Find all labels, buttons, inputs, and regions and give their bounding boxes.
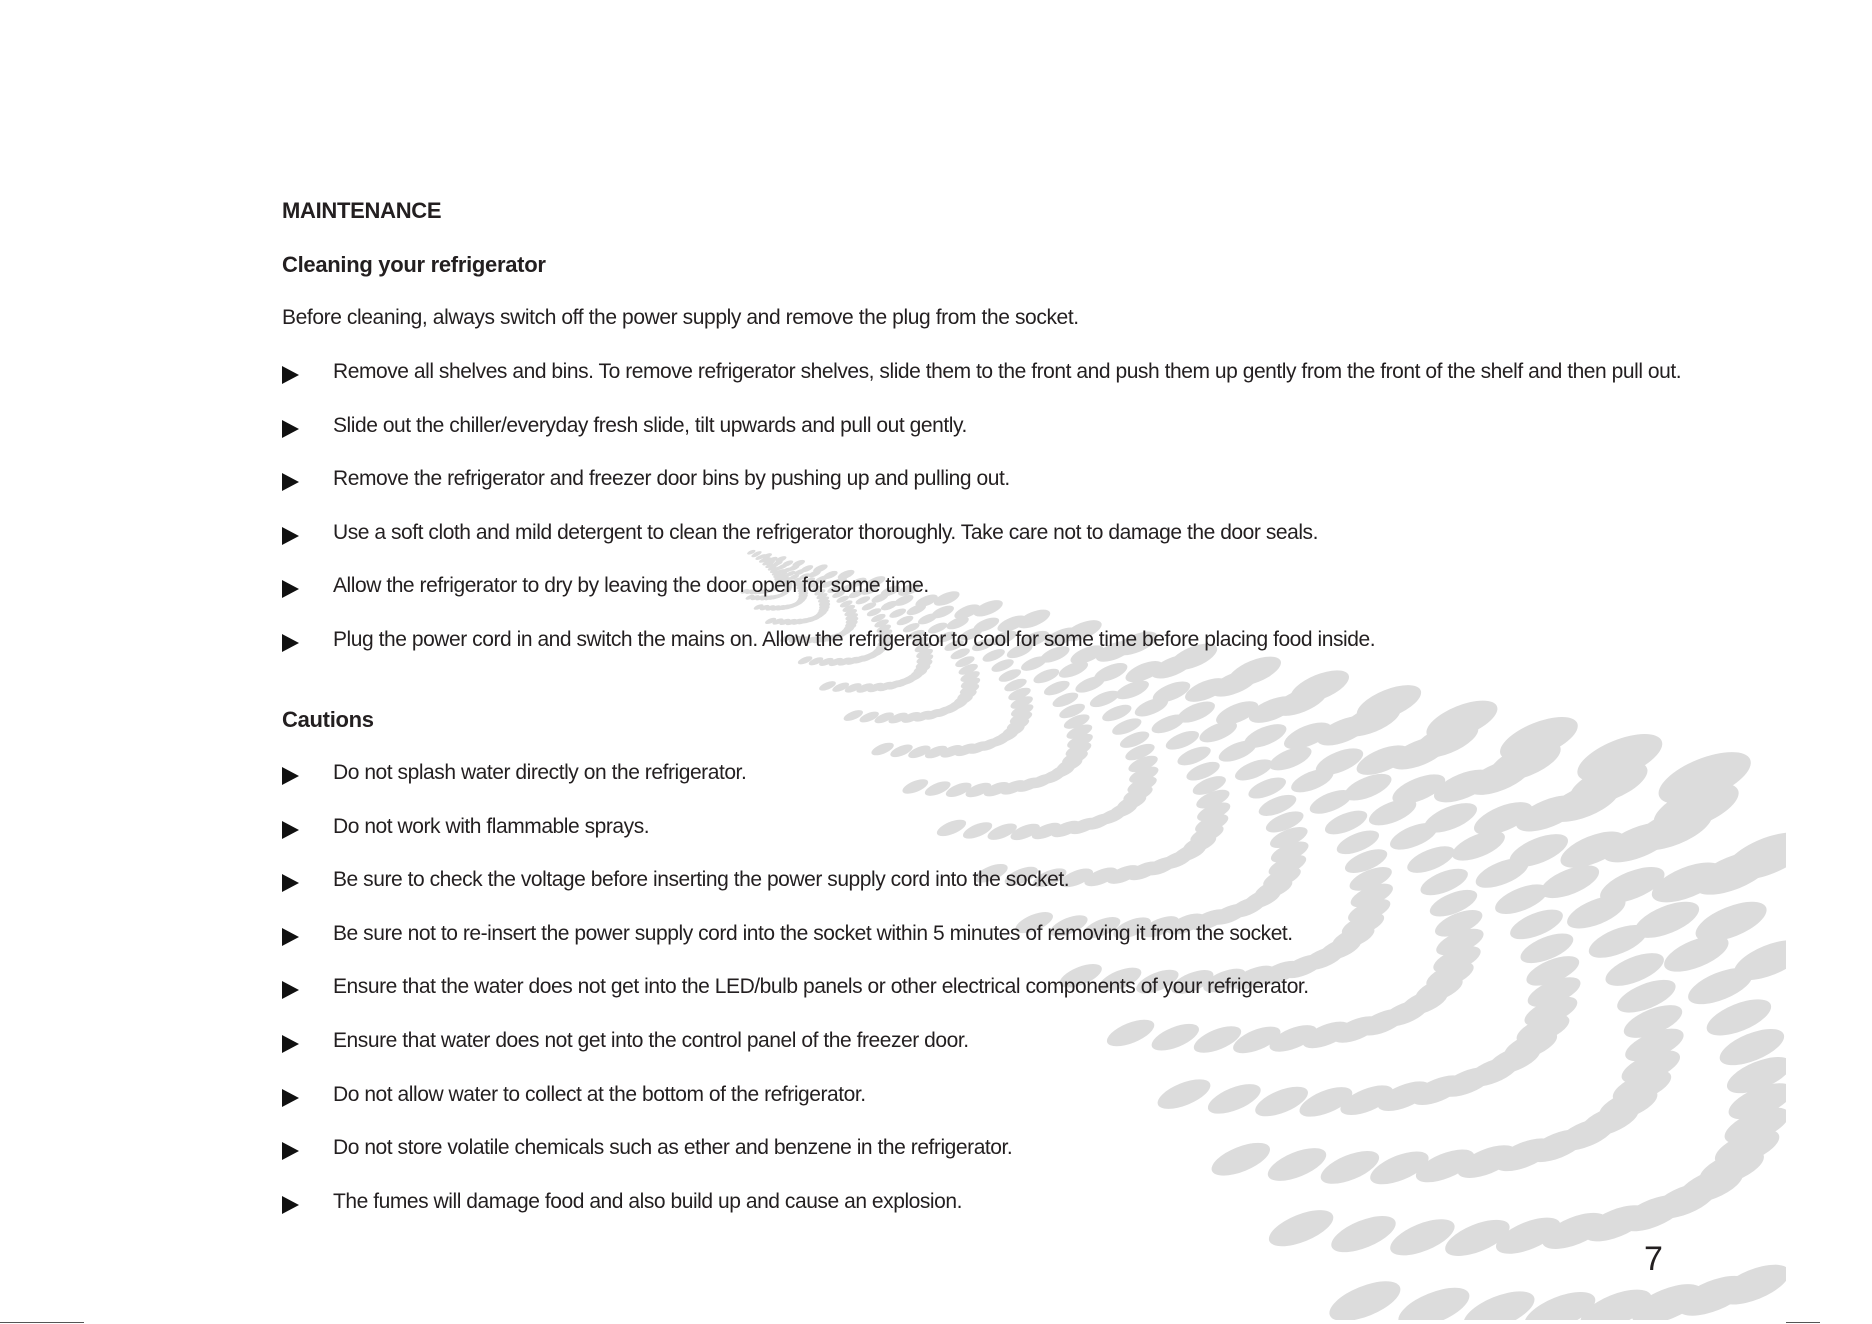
pattern-dot — [1296, 1081, 1356, 1123]
page-title: MAINTENANCE — [282, 198, 442, 223]
caution-list-item-text: Ensure that the water does not get into the LED/bulb panels or other electrical components of your refrigerator. — [333, 975, 1309, 999]
pattern-dot — [1366, 1145, 1433, 1191]
triangle-right-icon — [282, 981, 299, 999]
pattern-dot — [1190, 1021, 1244, 1059]
cleaning-intro: Before cleaning, always switch off the power supply and remove the plug from the socket. — [282, 306, 1079, 329]
pattern-dot — [1385, 1212, 1459, 1263]
triangle-right-icon — [282, 580, 299, 598]
cleaning-list-item-text: Remove the refrigerator and freezer door bins by pushing up and pulling out. — [333, 467, 1010, 491]
cleaning-subheading: Cleaning your refrigerator — [282, 252, 546, 277]
pattern-dot — [1148, 1018, 1202, 1056]
pattern-dot — [1393, 1280, 1474, 1324]
pattern-dot — [1327, 1209, 1401, 1260]
caution-list-item-text: Be sure not to re-insert the power supply cord into the socket within 5 minutes of removing it from the socket. — [333, 921, 1293, 945]
pattern-dot — [1264, 1141, 1331, 1187]
cleaning-list-item-text: Remove all shelves and bins. To remove refrigerator shelves, slide them to the front and push them up gently from the front of the shelf and then pull out. — [333, 360, 1682, 383]
pattern-dot — [1251, 1081, 1311, 1123]
pattern-dot — [1207, 1136, 1274, 1182]
triangle-right-icon — [282, 874, 299, 892]
cleaning-list-item-text: Allow the refrigerator to dry by leaving the door open for some time. — [333, 574, 929, 598]
cleaning-list-item-text: Plug the power cord in and switch the mains on. Allow the refrigerator to cool for some time before placing food inside. — [333, 628, 1376, 651]
cleaning-list-item-text: Use a soft cloth and mild detergent to clean the refrigerator thoroughly. Take care not to damage the door seals. — [333, 520, 1318, 544]
pattern-dot — [1154, 1073, 1214, 1115]
caution-list-item-text: The fumes will damage food and also build up and cause an explosion. — [333, 1189, 962, 1213]
crop-mark-left — [0, 1322, 84, 1323]
triangle-right-icon — [282, 473, 299, 491]
triangle-right-icon — [282, 366, 299, 384]
triangle-right-icon — [282, 527, 299, 545]
triangle-right-icon — [282, 928, 299, 946]
pattern-dot — [1230, 1021, 1284, 1059]
caution-list-item-text: Do not store volatile chemicals such as ether and benzene in the refrigerator. — [333, 1136, 1013, 1160]
triangle-right-icon — [282, 1196, 299, 1214]
pattern-dot — [1103, 1014, 1157, 1052]
caution-list-item-text: Do not splash water directly on the refrigerator. — [333, 761, 747, 784]
pattern-dot — [1264, 1203, 1338, 1254]
triangle-right-icon — [282, 420, 299, 438]
triangle-right-icon — [282, 1035, 299, 1053]
triangle-right-icon — [282, 634, 299, 652]
caution-list-item-text: Do not work with flammable sprays. — [333, 814, 650, 838]
pattern-dot — [1440, 1212, 1514, 1263]
pattern-dot — [1204, 1078, 1264, 1120]
caution-list-item-text: Be sure to check the voltage before inserting the power supply cord into the socket. — [333, 868, 1070, 892]
caution-list-item-text: Do not allow water to collect at the bottom of the refrigerator. — [333, 1082, 866, 1106]
page-number: 7 — [1644, 1240, 1663, 1278]
crop-mark-right — [1786, 1322, 1820, 1323]
triangle-right-icon — [282, 1089, 299, 1107]
triangle-right-icon — [282, 767, 299, 785]
triangle-right-icon — [282, 821, 299, 839]
cleaning-list-item-text: Slide out the chiller/everyday fresh slide, tilt upwards and pull out gently. — [333, 413, 967, 437]
triangle-right-icon — [282, 1142, 299, 1160]
cautions-subheading: Cautions — [282, 707, 374, 732]
pattern-dot — [1316, 1144, 1383, 1190]
pattern-dot — [1324, 1273, 1405, 1324]
caution-list-item-text: Ensure that water does not get into the control panel of the freezer door. — [333, 1029, 969, 1052]
